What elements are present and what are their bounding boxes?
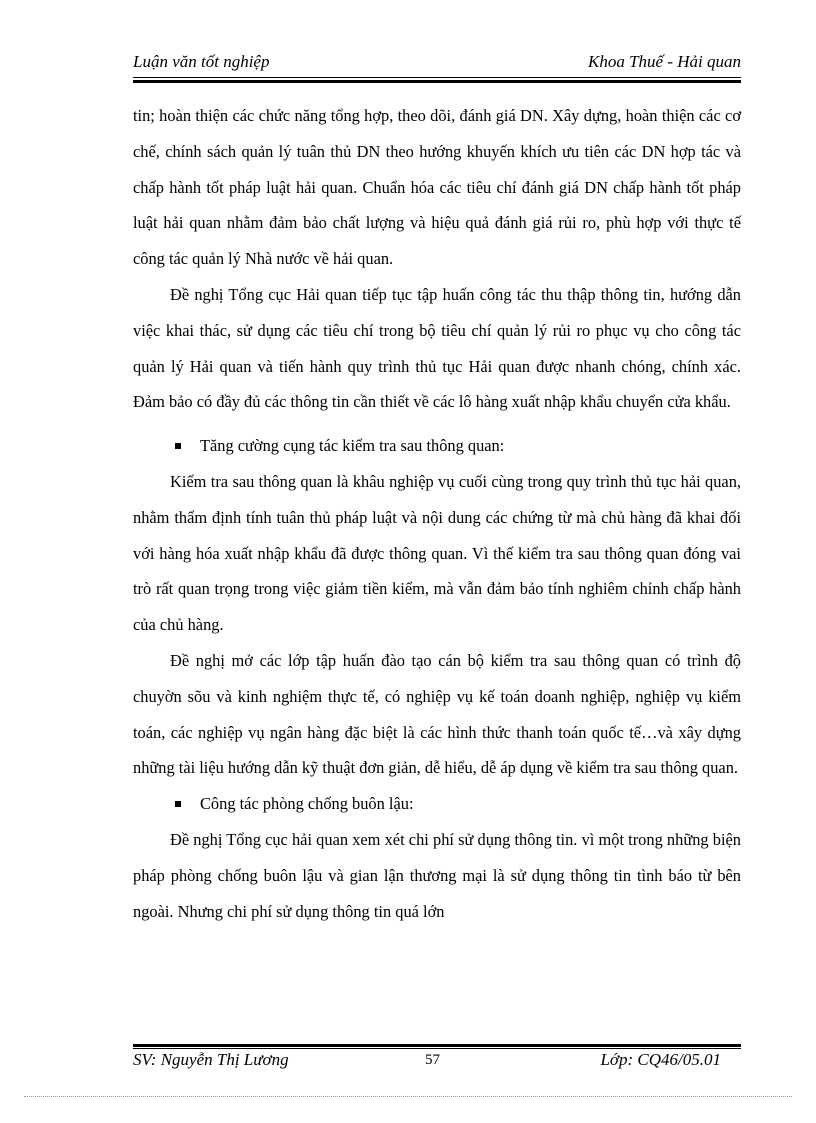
page-footer xyxy=(133,1050,741,1074)
page-bottom-border xyxy=(24,1096,792,1097)
page-header xyxy=(133,52,741,76)
header-rule-thin xyxy=(133,77,741,78)
bullet-heading-anti-smuggling xyxy=(133,786,741,822)
header-rule-thick xyxy=(133,80,741,83)
page-body xyxy=(133,98,741,929)
bullet-square-icon xyxy=(175,801,181,807)
footer-rule-thick xyxy=(133,1044,741,1047)
footer-page-number: 57 xyxy=(425,1052,440,1068)
footer-class-code: Lớp: CQ46/05.01 xyxy=(600,1050,721,1069)
paragraph-5: Đề nghị Tổng cục hải quan xem xét chi phí sử dụng thông tin. vì một trong những biện pháp phòng chống buôn lậu và gian lận thương mại là sử dụng thông tin tình báo từ bên ngoài. Nhưng chi phí sử dụng thông tin quá lớn xyxy=(133,829,741,921)
paragraph-4: Đề nghị mở các lớp tập huấn đào tạo cán bộ kiểm tra sau thông quan có trình độ chuyờn sõu và kinh nghiệm thực tế, có nghiệp vụ kế toán doanh nghiệp, nghiệp vụ kiểm toán, các nghiệp vụ ngân hàng đặc biệt là các hình thức thanh toán quốc tế…và xây dựng những tài liệu hướng dẫn kỹ thuật đơn giản, dễ hiểu, dễ áp dụng về kiểm tra sau thông quan. xyxy=(133,650,741,778)
footer-rule-thin xyxy=(133,1048,741,1049)
bullet-text: Công tác phòng chống buôn lậu: xyxy=(200,794,414,814)
paragraph-1: tin; hoàn thiện các chức năng tổng hợp, theo dõi, đánh giá DN. Xây dựng, hoàn thiện các cơ chế, chính sách quản lý tuân thủ DN theo hướng khuyến khích ưu tiên các DN hợp tác và chấp hành tốt pháp luật hải quan. Chuẩn hóa các tiêu chí đánh giá DN chấp hành tốt pháp luật hải quan nhằm đảm bảo chất lượng và hiệu quả đánh giá rủi ro, phù hợp với thực tế công tác quản lý Nhà nước về hải quan. xyxy=(133,106,741,269)
paragraph-3: Kiểm tra sau thông quan là khâu nghiệp vụ cuối cùng trong quy trình thủ tục hải quan, nhằm thẩm định tính tuân thủ pháp luật và nội dung các chứng từ mà chủ hàng đã khai đối với hàng hóa xuất nhập khẩu đã được thông quan. Vì thế kiểm tra sau thông quan đóng vai trò rất quan trọng trong việc giảm tiền kiểm, mà vẫn đảm bảo tính nghiêm chỉnh chấp hành của chủ hàng. xyxy=(133,471,741,635)
bullet-square-icon xyxy=(175,443,181,449)
header-faculty: Khoa Thuế - Hải quan xyxy=(588,52,741,71)
bullet-text: Tăng cường cụng tác kiểm tra sau thông quan: xyxy=(200,436,505,456)
bullet-heading-post-clearance xyxy=(133,428,741,464)
footer-student-name: SV: Nguyễn Thị Lương xyxy=(133,1050,289,1069)
header-thesis-title: Luận văn tốt nghiệp xyxy=(133,52,270,71)
paragraph-2: Đề nghị Tổng cục Hải quan tiếp tục tập huấn công tác thu thập thông tin, hướng dẫn việc khai thác, sử dụng các tiêu chí trong bộ tiêu chí quản lý rủi ro phục vụ cho công tác quản lý Hải quan và tiến hành quy trình thủ tục Hải quan được nhanh chóng, chính xác. Đảm bảo có đầy đủ các thông tin cần thiết về các lô hàng xuất nhập khẩu chuyển cửa khẩu. xyxy=(133,284,741,412)
